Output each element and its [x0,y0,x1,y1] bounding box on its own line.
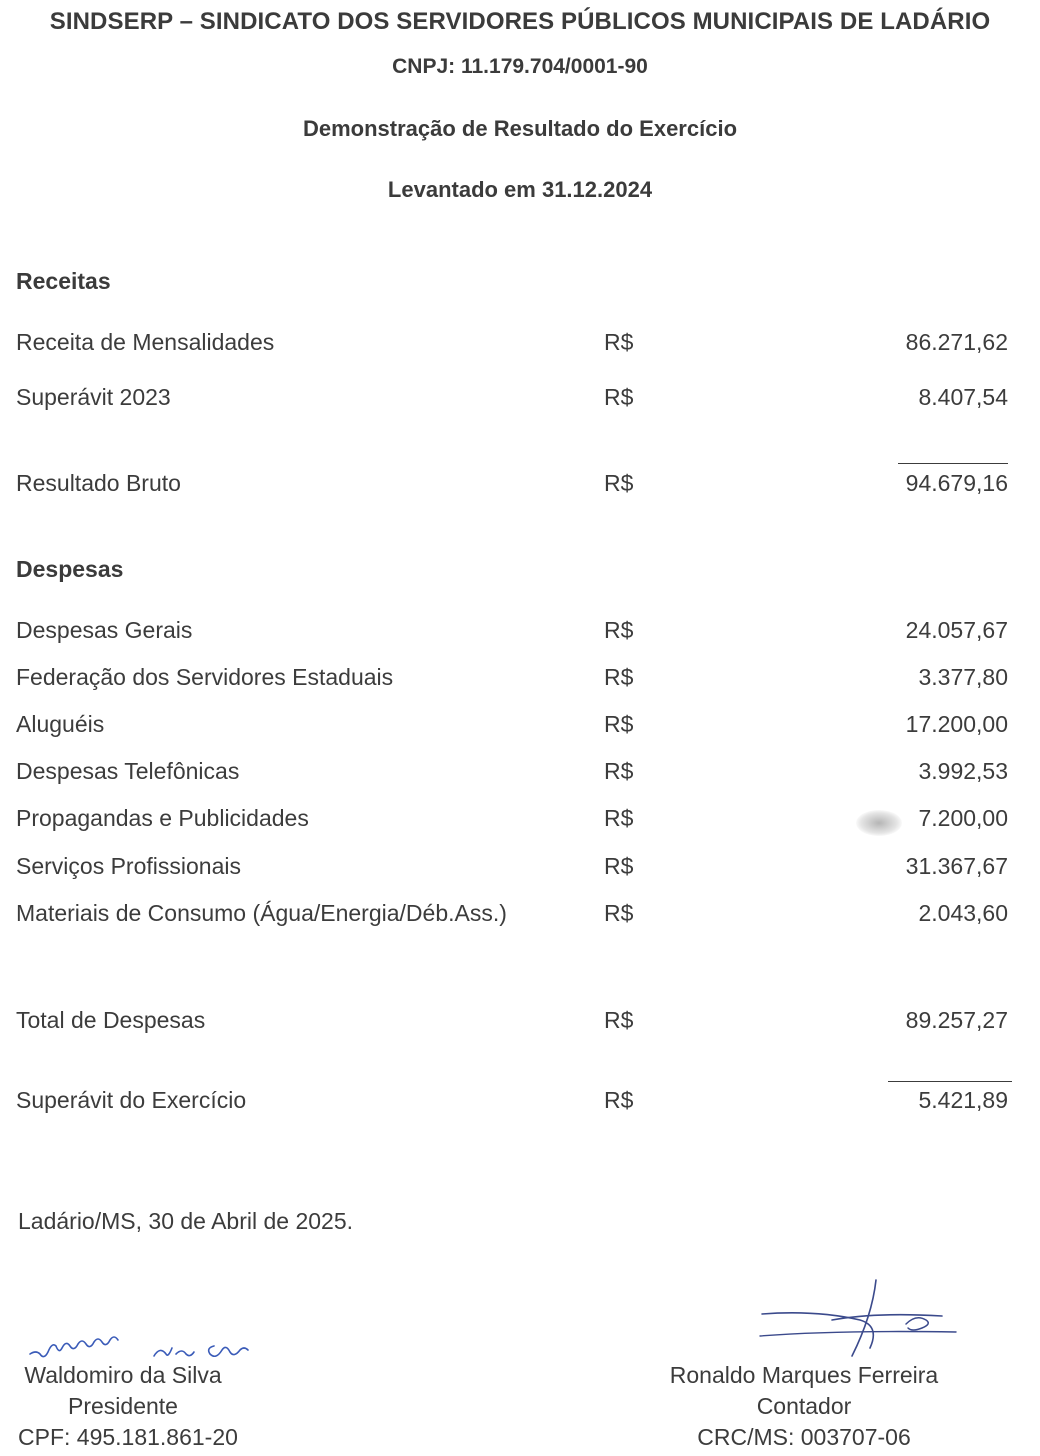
organization-title: SINDSERP – SINDICATO DOS SERVIDORES PÚBLICOS MUNICIPAIS DE LADÁRIO [49,8,991,35]
place-and-date: Ladário/MS, 30 de Abril de 2025. [18,1208,354,1234]
document-title: Demonstração de Resultado do Exercício [302,116,738,141]
president-role: Presidente [68,1393,178,1419]
ink-smudge [856,810,902,836]
row-currency: R$ [604,900,634,926]
revenue-row [16,384,1012,414]
row-amount: 7.200,00 [918,805,1008,831]
row-amount: 3.377,80 [918,664,1008,690]
row-currency: R$ [604,664,634,690]
row-label: Superávit do Exercício [16,1087,247,1113]
row-label: Resultado Bruto [16,470,181,496]
president-name: Waldomiro da Silva [24,1362,222,1388]
row-amount: 94.679,16 [905,470,1008,496]
row-label: Despesas Gerais [16,617,193,643]
row-label: Propagandas e Publicidades [16,805,309,831]
row-amount: 8.407,54 [918,384,1008,410]
result-rule [888,1081,1012,1082]
sum-rule [898,463,1008,464]
row-currency: R$ [604,617,634,643]
gross-result-row [16,470,1012,500]
row-amount: 5.421,89 [918,1087,1008,1113]
row-currency: R$ [604,758,634,784]
accountant-block [664,1360,944,1453]
expense-row [16,900,1012,930]
row-amount: 24.057,67 [905,617,1008,643]
row-currency: R$ [604,470,634,496]
surplus-row [16,1087,1012,1117]
president-cpf: CPF: 495.181.861-20 [18,1424,238,1450]
row-label: Total de Despesas [16,1007,206,1033]
row-currency: R$ [604,329,634,355]
president-block [18,1360,238,1453]
revenue-row [16,329,1012,359]
total-expenses-row [16,1007,1012,1037]
row-currency: R$ [604,711,634,737]
row-amount: 89.257,27 [905,1007,1008,1033]
expense-row [16,711,1012,741]
row-label: Despesas Telefônicas [16,758,240,784]
revenues-heading: Receitas [16,268,111,294]
row-currency: R$ [604,1007,634,1033]
expense-row [16,853,1012,883]
row-amount: 31.367,67 [905,853,1008,879]
row-currency: R$ [604,805,634,831]
row-amount: 3.992,53 [918,758,1008,784]
row-currency: R$ [604,1087,634,1113]
row-label: Receita de Mensalidades [16,329,275,355]
row-amount: 17.200,00 [905,711,1008,737]
row-currency: R$ [604,384,634,410]
row-label: Federação dos Servidores Estaduais [16,664,394,690]
accountant-crc: CRC/MS: 003707-06 [697,1424,911,1450]
row-label: Serviços Profissionais [16,853,241,879]
statement-date: Levantado em 31.12.2024 [387,177,653,202]
expenses-heading: Despesas [16,556,124,582]
expense-row [16,664,1012,694]
row-label: Materiais de Consumo (Água/Energia/Déb.Ass.) [16,900,507,926]
cnpj-number: CNPJ: 11.179.704/0001-90 [392,55,648,78]
accountant-role: Contador [756,1393,852,1419]
accountant-signature [756,1276,966,1360]
row-amount: 86.271,62 [905,329,1008,355]
expense-row [16,617,1012,647]
row-label: Superávit 2023 [16,384,171,410]
row-amount: 2.043,60 [918,900,1008,926]
expense-row [16,758,1012,788]
row-currency: R$ [604,853,634,879]
accountant-name: Ronaldo Marques Ferreira [669,1362,939,1388]
row-label: Aluguéis [16,711,105,737]
